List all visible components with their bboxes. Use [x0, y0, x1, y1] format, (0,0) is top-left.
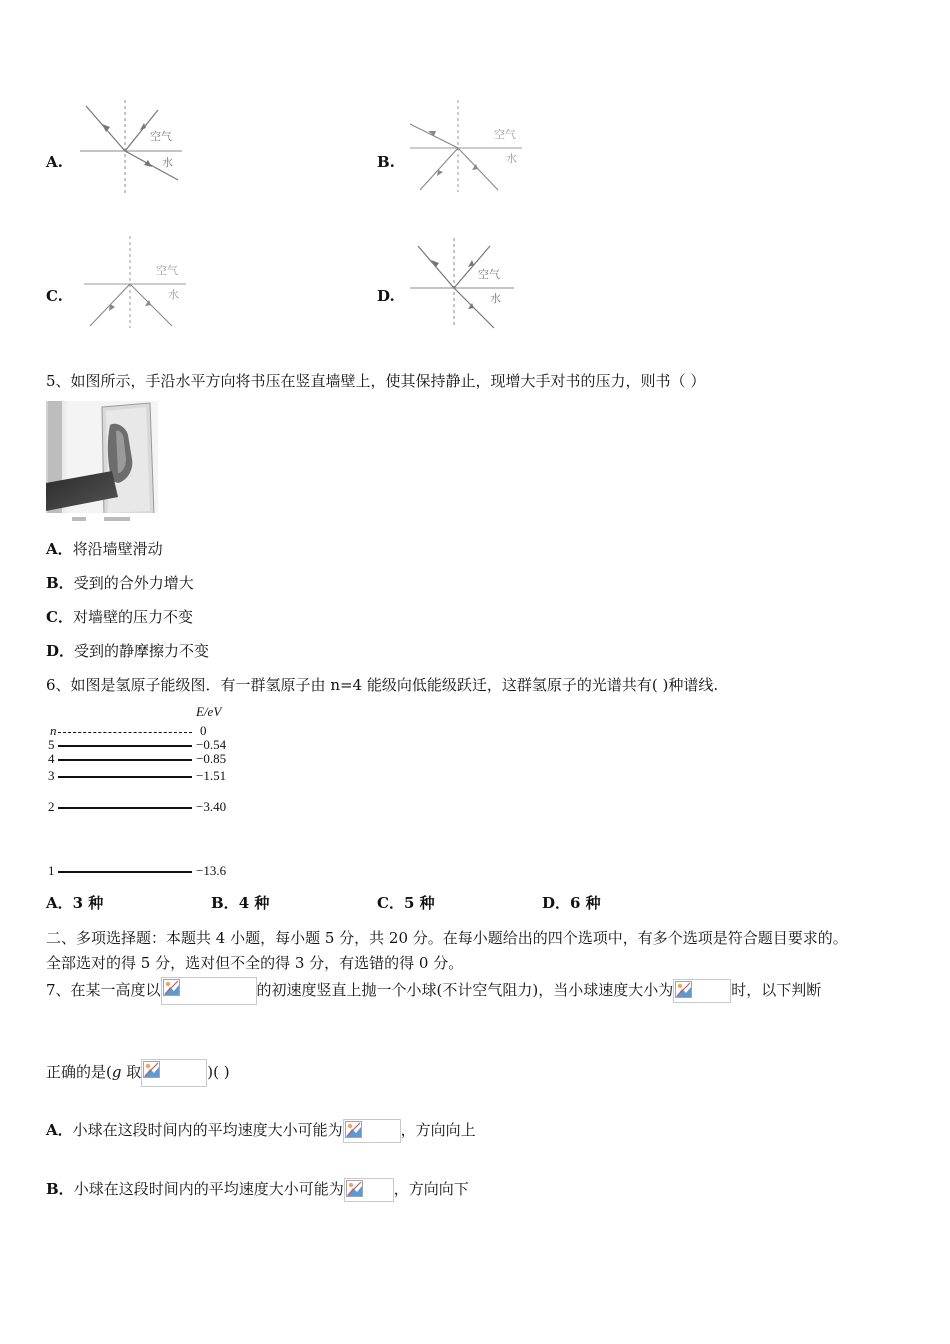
energy-axis-label: E/eV [196, 704, 222, 719]
level-label: 2 [48, 799, 55, 814]
option-label: D． [542, 894, 571, 912]
air-label: 空气 [150, 130, 172, 143]
q6-stem: 6、如图是氢原子能级图．有一群氢原子由 n=4 能级向低能级跃迁，这群氢原子的光谱共有( )种谱线. [46, 676, 719, 694]
q7-text: 时，以下判断 [731, 981, 822, 999]
option-text: 将沿墙壁滑动 [72, 540, 163, 558]
air-label: 空气 [478, 268, 500, 281]
q6-energy-level-diagram [44, 704, 244, 884]
option-text: 小球在这段时间内的平均速度大小可能为 [73, 1180, 344, 1198]
energy-value: −1.51 [196, 768, 227, 783]
q7-text: )( ) [207, 1063, 230, 1081]
option-text: 3 种 [72, 894, 104, 912]
air-label: 空气 [156, 264, 178, 277]
energy-level-line [58, 871, 192, 873]
q7-text: 的初速度竖直上抛一个小球(不计空气阻力)，当小球速度大小为 [256, 981, 674, 999]
q7-text: 正确的是( [46, 1063, 112, 1081]
broken-formula-image [161, 977, 257, 1005]
energy-level-line [58, 776, 192, 778]
level-label: 5 [48, 737, 55, 752]
energy-value: −0.54 [196, 737, 227, 752]
water-label: 水 [162, 156, 173, 169]
q5-option-a[interactable] [46, 538, 163, 559]
q6-option-b[interactable] [211, 892, 269, 913]
broken-formula-image [141, 1059, 207, 1087]
water-label: 水 [168, 288, 179, 301]
broken-formula-image [673, 979, 731, 1003]
q7-text: 取 [121, 1063, 142, 1081]
option-text: 6 种 [570, 894, 601, 912]
option-label: B． [46, 1180, 74, 1198]
q5-option-d[interactable] [46, 640, 209, 661]
q7-stem-line2 [46, 1047, 230, 1081]
q5-option-b[interactable] [46, 572, 194, 593]
q7-stem-line1 [46, 973, 821, 1007]
q4-option-c-label: C. [46, 287, 63, 305]
air-label: 空气 [494, 128, 516, 141]
broken-image-icon [163, 979, 180, 996]
energy-value: 0 [200, 723, 207, 738]
broken-image-icon [345, 1121, 362, 1138]
q5-hand-pressing-book-photo [46, 401, 158, 521]
option-text: 小球在这段时间内的平均速度大小可能为 [72, 1121, 343, 1139]
option-label: B． [211, 894, 239, 912]
option-text: 对墙壁的压力不变 [72, 608, 193, 626]
q4-option-d-label: D. [377, 287, 395, 305]
energy-level-line [58, 807, 192, 809]
section2-instructions-line2: 全部选对的得 5 分，选对但不全的得 3 分，有选错的得 0 分。 [46, 954, 464, 972]
q4-option-c-diagram [80, 234, 190, 330]
q4-option-b-diagram [406, 98, 526, 194]
option-text: 5 种 [403, 894, 435, 912]
broken-image-icon [346, 1180, 363, 1197]
water-label: 水 [490, 292, 501, 305]
option-label: C． [46, 608, 73, 626]
option-label: C． [377, 894, 404, 912]
broken-image-icon [675, 981, 692, 998]
q5-stem: 5、如图所示，手沿水平方向将书压在竖直墙壁上，使其保持静止，现增大手对书的压力，则书（ ） [46, 372, 706, 390]
energy-value: −13.6 [196, 863, 227, 878]
energy-level-line [58, 732, 192, 733]
q7-g-symbol: g [111, 1063, 122, 1081]
water-label: 水 [506, 152, 517, 165]
q6-option-d[interactable] [542, 892, 601, 913]
option-text: 受到的静摩擦力不变 [74, 642, 210, 660]
option-text: 4 种 [238, 894, 270, 912]
broken-formula-image [344, 1178, 394, 1202]
q7-option-a[interactable] [46, 1106, 476, 1139]
level-label: 1 [48, 863, 55, 878]
option-label: A． [46, 894, 73, 912]
option-text-tail: ，方向向上 [400, 1121, 476, 1139]
energy-level-line [58, 745, 192, 747]
option-label: A． [46, 1121, 73, 1139]
q6-option-a[interactable] [46, 892, 103, 913]
q4-option-d-diagram [406, 236, 518, 330]
option-label: B． [46, 574, 74, 592]
q4-option-a-diagram [76, 98, 186, 198]
option-text: 受到的合外力增大 [73, 574, 194, 592]
level-label: 4 [48, 751, 55, 766]
energy-level-line [58, 759, 192, 761]
option-label: D． [46, 642, 75, 660]
option-label: A． [46, 540, 73, 558]
option-text-tail: ，方向向下 [393, 1180, 469, 1198]
energy-value: −3.40 [196, 799, 227, 814]
level-label: 3 [48, 768, 55, 783]
section2-instructions-line1: 二、多项选择题：本题共 4 小题，每小题 5 分，共 20 分。在每小题给出的四个选项中，有多个选项是符合题目要求的。 [46, 929, 848, 947]
energy-value: −0.85 [196, 751, 227, 766]
broken-image-icon [143, 1061, 160, 1078]
broken-formula-image [343, 1119, 401, 1143]
q6-option-c[interactable] [377, 892, 435, 913]
q7-text: 7、在某一高度以 [46, 981, 161, 999]
q4-option-a-label: A. [46, 153, 63, 171]
level-label: n [50, 723, 57, 738]
q4-option-b-label: B. [377, 153, 395, 171]
q7-option-b[interactable] [46, 1165, 469, 1198]
q5-option-c[interactable] [46, 606, 193, 627]
